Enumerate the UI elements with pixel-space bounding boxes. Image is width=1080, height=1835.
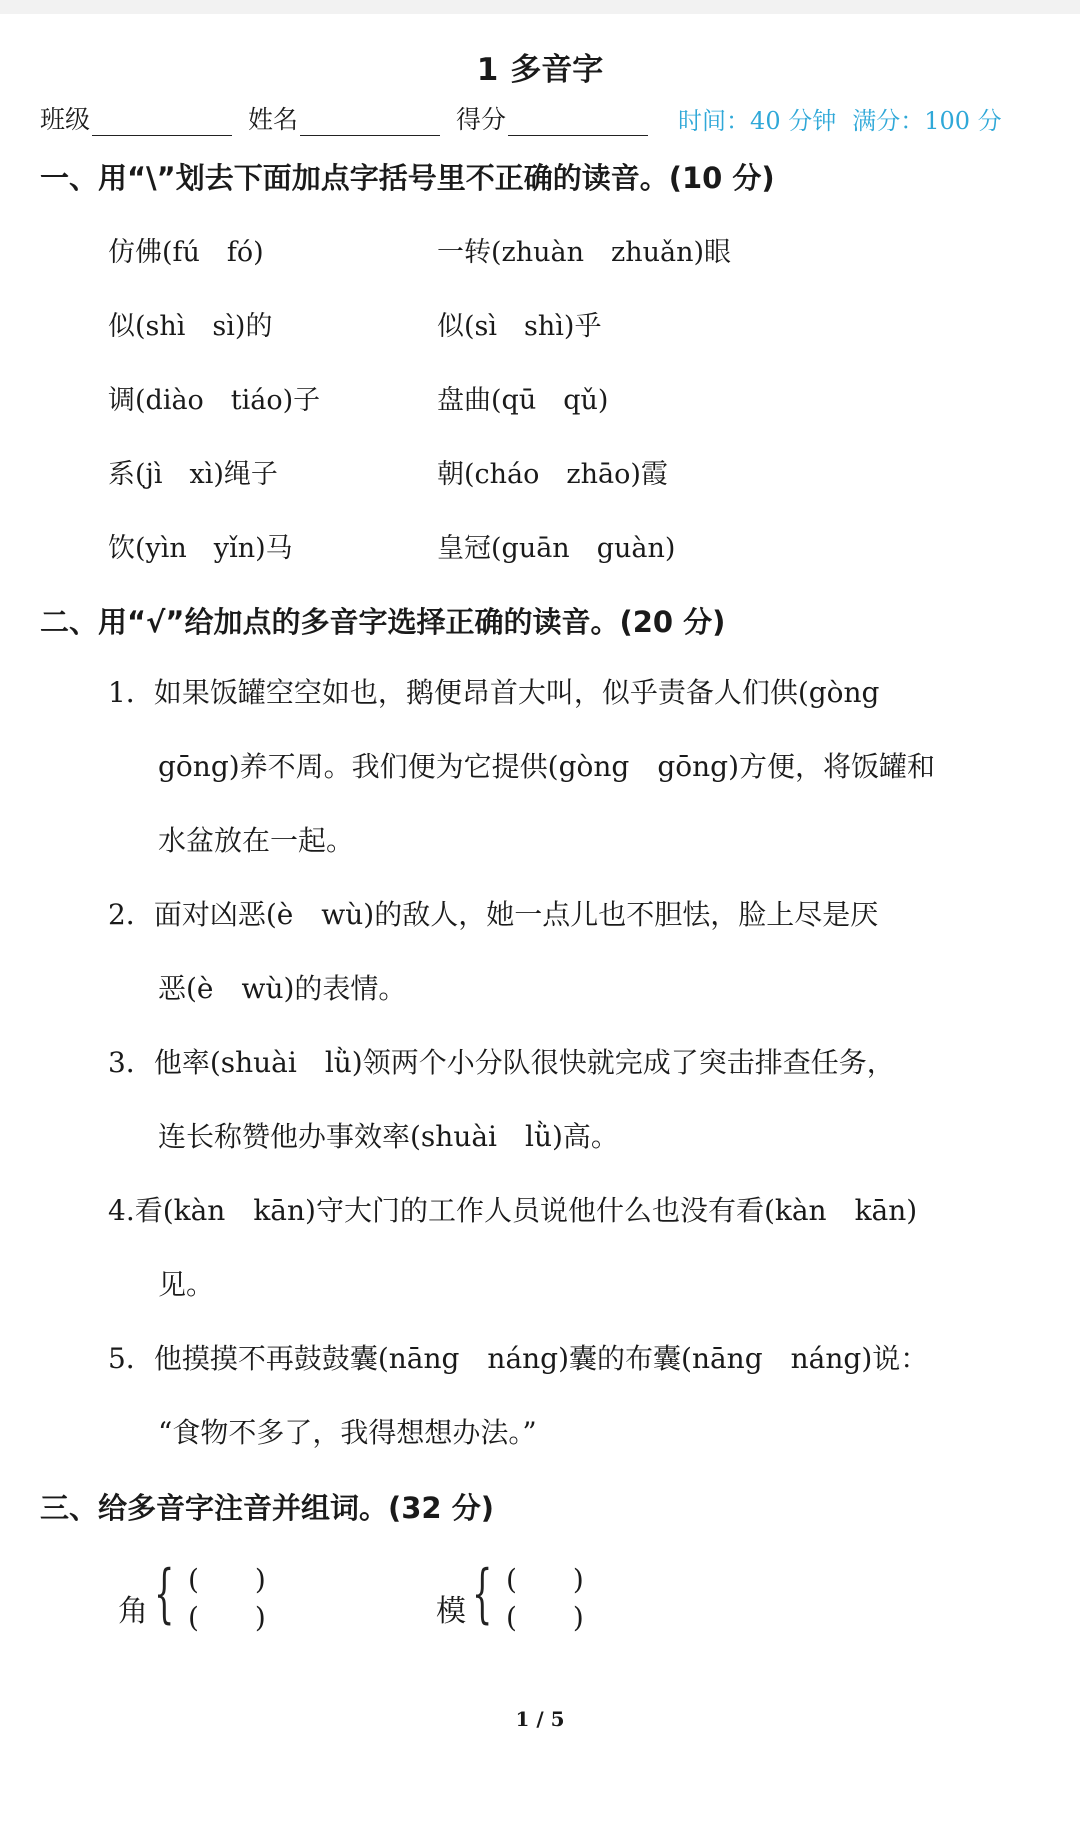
brace-char: 模	[436, 1594, 466, 1629]
q1-item: 似(sì shì)乎	[437, 311, 602, 342]
q2-line: 2．面对凶恶(è wù)的敌人，她一点儿也不胆怯，脸上尽是厌	[108, 898, 879, 931]
q2-line: 5．他摸摸不再鼓鼓囊(nāng náng)囊的布囊(nāng náng)说：	[108, 1342, 929, 1375]
answer-paren[interactable]: ( )	[188, 1601, 266, 1634]
q1-item: 似(shì sì)的	[108, 311, 273, 342]
full-score-text: 满分：100 分	[852, 107, 1002, 135]
q2-line: 恶(è wù)的表情。	[158, 972, 407, 1005]
page-title	[0, 44, 1080, 89]
section2-heading: 二、用“√”给加点的多音字选择正确的读音。(20 分)	[40, 605, 726, 639]
q2-line: 见。	[158, 1268, 215, 1301]
page-number: 1 / 5	[515, 1707, 565, 1731]
brace-char: 角	[118, 1594, 148, 1629]
q1-item: 调(diào tiáo)子	[108, 385, 321, 416]
score-label: 得分	[456, 105, 507, 134]
q2-line: 连长称赞他办事效率(shuài lǜ)高。	[158, 1120, 619, 1153]
q2-line: 4.看(kàn kān)守大门的工作人员说他什么也没有看(kàn kān)	[108, 1194, 918, 1227]
section3-heading: 三、给多音字注音并组词。(32 分)	[40, 1491, 494, 1525]
q1-item: 系(jì xì)绳子	[108, 459, 278, 490]
class-label: 班级	[40, 105, 91, 134]
info-line	[40, 100, 1018, 136]
answer-paren[interactable]: ( )	[506, 1563, 584, 1596]
q1-item: 皇冠(guān guàn)	[437, 533, 676, 564]
q1-item: 饮(yìn yǐn)马	[108, 533, 293, 564]
section1-heading: 一、用“\”划去下面加点字括号里不正确的读音。(10 分)	[40, 161, 775, 195]
brace-item	[436, 1558, 616, 1638]
time-text: 时间：40 分钟	[678, 107, 837, 135]
exam-meta	[678, 101, 1018, 136]
answer-paren[interactable]: ( )	[506, 1601, 584, 1634]
q1-item: 盘曲(qū qǔ)	[437, 385, 609, 416]
q1-item: 一转(zhuàn zhuǎn)眼	[437, 237, 732, 268]
score-blank[interactable]	[508, 107, 648, 136]
brace-icon: {	[472, 1557, 493, 1631]
title-text: 多音字	[510, 52, 604, 88]
name-label: 姓名	[248, 105, 299, 134]
brace-icon: {	[154, 1557, 175, 1631]
q2-line: gōng)养不周。我们便为它提供(gòng gōng)方便，将饭罐和	[158, 750, 935, 783]
q2-line: “食物不多了，我得想想办法。”	[158, 1416, 537, 1449]
brace-item	[118, 1558, 298, 1638]
title-number: 1	[476, 52, 499, 88]
q2-line: 3．他率(shuài lǜ)领两个小分队很快就完成了突击排查任务，	[108, 1046, 895, 1079]
q1-item: 仿佛(fú fó)	[108, 237, 264, 268]
top-strip	[0, 0, 1080, 14]
class-blank[interactable]	[92, 107, 232, 136]
name-blank[interactable]	[300, 107, 440, 136]
q2-line: 1．如果饭罐空空如也，鹅便昂首大叫，似乎责备人们供(gòng	[108, 676, 880, 709]
q2-line: 水盆放在一起。	[158, 824, 355, 857]
answer-paren[interactable]: ( )	[188, 1563, 266, 1596]
q1-item: 朝(cháo zhāo)霞	[437, 459, 668, 490]
